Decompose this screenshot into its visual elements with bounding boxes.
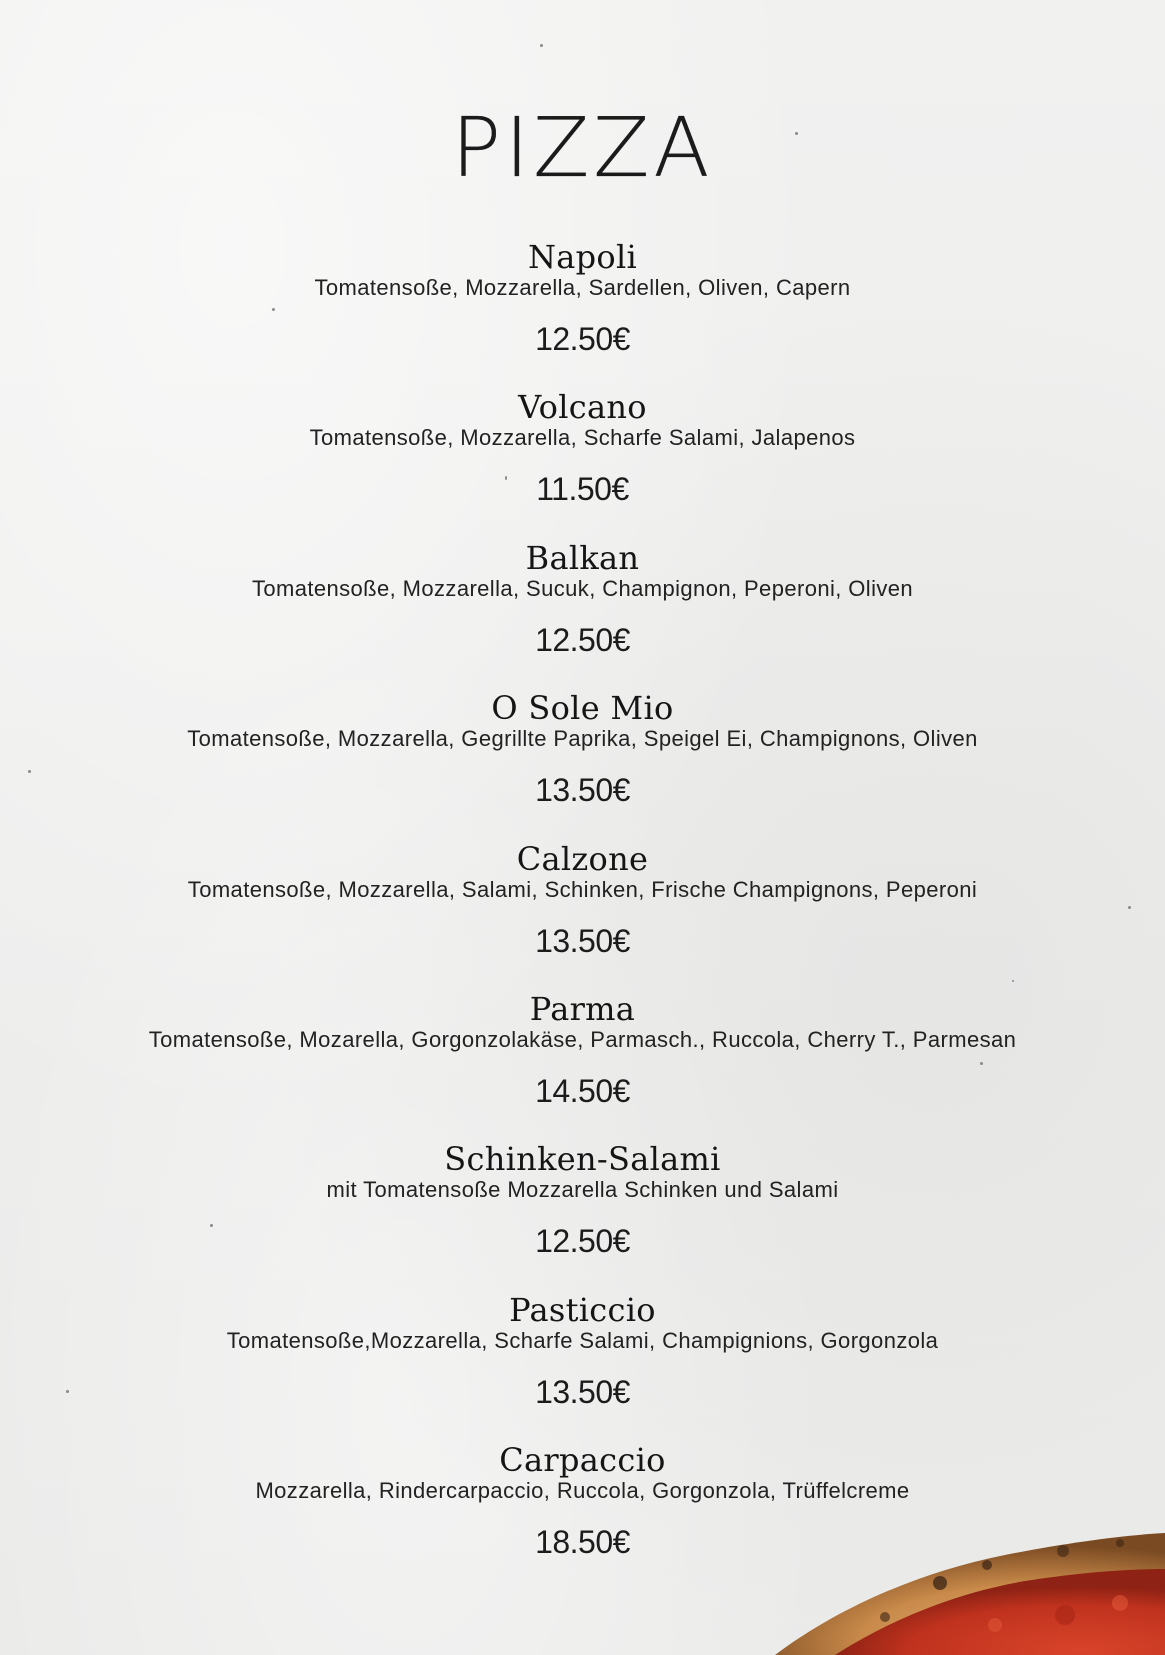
- crust-char-spot: [933, 1576, 947, 1590]
- item-name: O Sole Mio: [491, 689, 674, 728]
- item-name: Parma: [529, 989, 636, 1028]
- paper-speck: [540, 44, 543, 47]
- item-price: 14.50€: [535, 1072, 630, 1109]
- item-price: 18.50€: [535, 1524, 630, 1561]
- item-description: Tomatensoße, Mozarella, Gorgonzolakäse, Parmasch., Ruccola, Cherry T., Parmesan: [148, 1026, 1017, 1052]
- item-price: 12.50€: [535, 1223, 630, 1260]
- item-name: Napoli: [527, 238, 638, 276]
- sauce-spot: [1112, 1595, 1128, 1611]
- menu-item-o-sole-mio: [0, 683, 1165, 833]
- menu-item-pasticcio: [0, 1285, 1165, 1435]
- item-description: mit Tomatensoße Mozzarella Schinken und Salami: [326, 1177, 839, 1203]
- item-description: Tomatensoße, Mozzarella, Sardellen, Oliven, Capern: [314, 275, 851, 300]
- pizza-image: [765, 1485, 1165, 1655]
- item-description: Tomatensoße, Mozzarella, Salami, Schinken, Frische Champignons, Peperoni: [187, 876, 978, 902]
- menu-item-napoli: [0, 232, 1165, 382]
- sauce-spot: [1055, 1605, 1075, 1625]
- item-name: Calzone: [516, 839, 649, 878]
- item-price: 13.50€: [535, 772, 630, 809]
- item-price: 13.50€: [535, 922, 630, 959]
- menu-item-list: [0, 232, 1165, 1586]
- menu-item-volcano: [0, 382, 1165, 532]
- item-price: 12.50€: [535, 321, 630, 357]
- item-description: Tomatensoße,Mozzarella, Scharfe Salami, Champignions, Gorgonzola: [226, 1327, 939, 1353]
- item-name: Balkan: [525, 538, 640, 577]
- crust-char-spot: [1116, 1539, 1124, 1547]
- menu-item-schinken-salami: [0, 1134, 1165, 1284]
- crust-char-spot: [1057, 1545, 1069, 1557]
- item-price: 13.50€: [535, 1373, 630, 1410]
- item-description: Tomatensoße, Mozzarella, Scharfe Salami, Jalapenos: [309, 425, 856, 451]
- item-price: 11.50€: [536, 471, 629, 508]
- crust-char-spot: [880, 1612, 890, 1622]
- menu-item-balkan: [0, 533, 1165, 683]
- crust-char-spot: [982, 1560, 992, 1570]
- item-name: Pasticcio: [509, 1290, 656, 1329]
- item-description: Tomatensoße, Mozzarella, Gegrillte Paprika, Speigel Ei, Champignons, Oliven: [187, 726, 978, 752]
- menu-item-calzone: [0, 834, 1165, 984]
- item-description: Tomatensoße, Mozzarella, Sucuk, Champignon, Peperoni, Oliven: [251, 575, 914, 601]
- menu-item-parma: [0, 984, 1165, 1134]
- item-description: Mozzarella, Rindercarpaccio, Ruccola, Gorgonzola, Trüffelcreme: [255, 1478, 910, 1504]
- sauce-spot: [988, 1618, 1002, 1632]
- item-name: Carpaccio: [499, 1441, 666, 1480]
- item-price: 12.50€: [535, 621, 630, 658]
- menu-title: PIZZA: [451, 101, 714, 196]
- item-name: Volcano: [518, 388, 647, 427]
- item-name: Schinken-Salami: [444, 1140, 721, 1179]
